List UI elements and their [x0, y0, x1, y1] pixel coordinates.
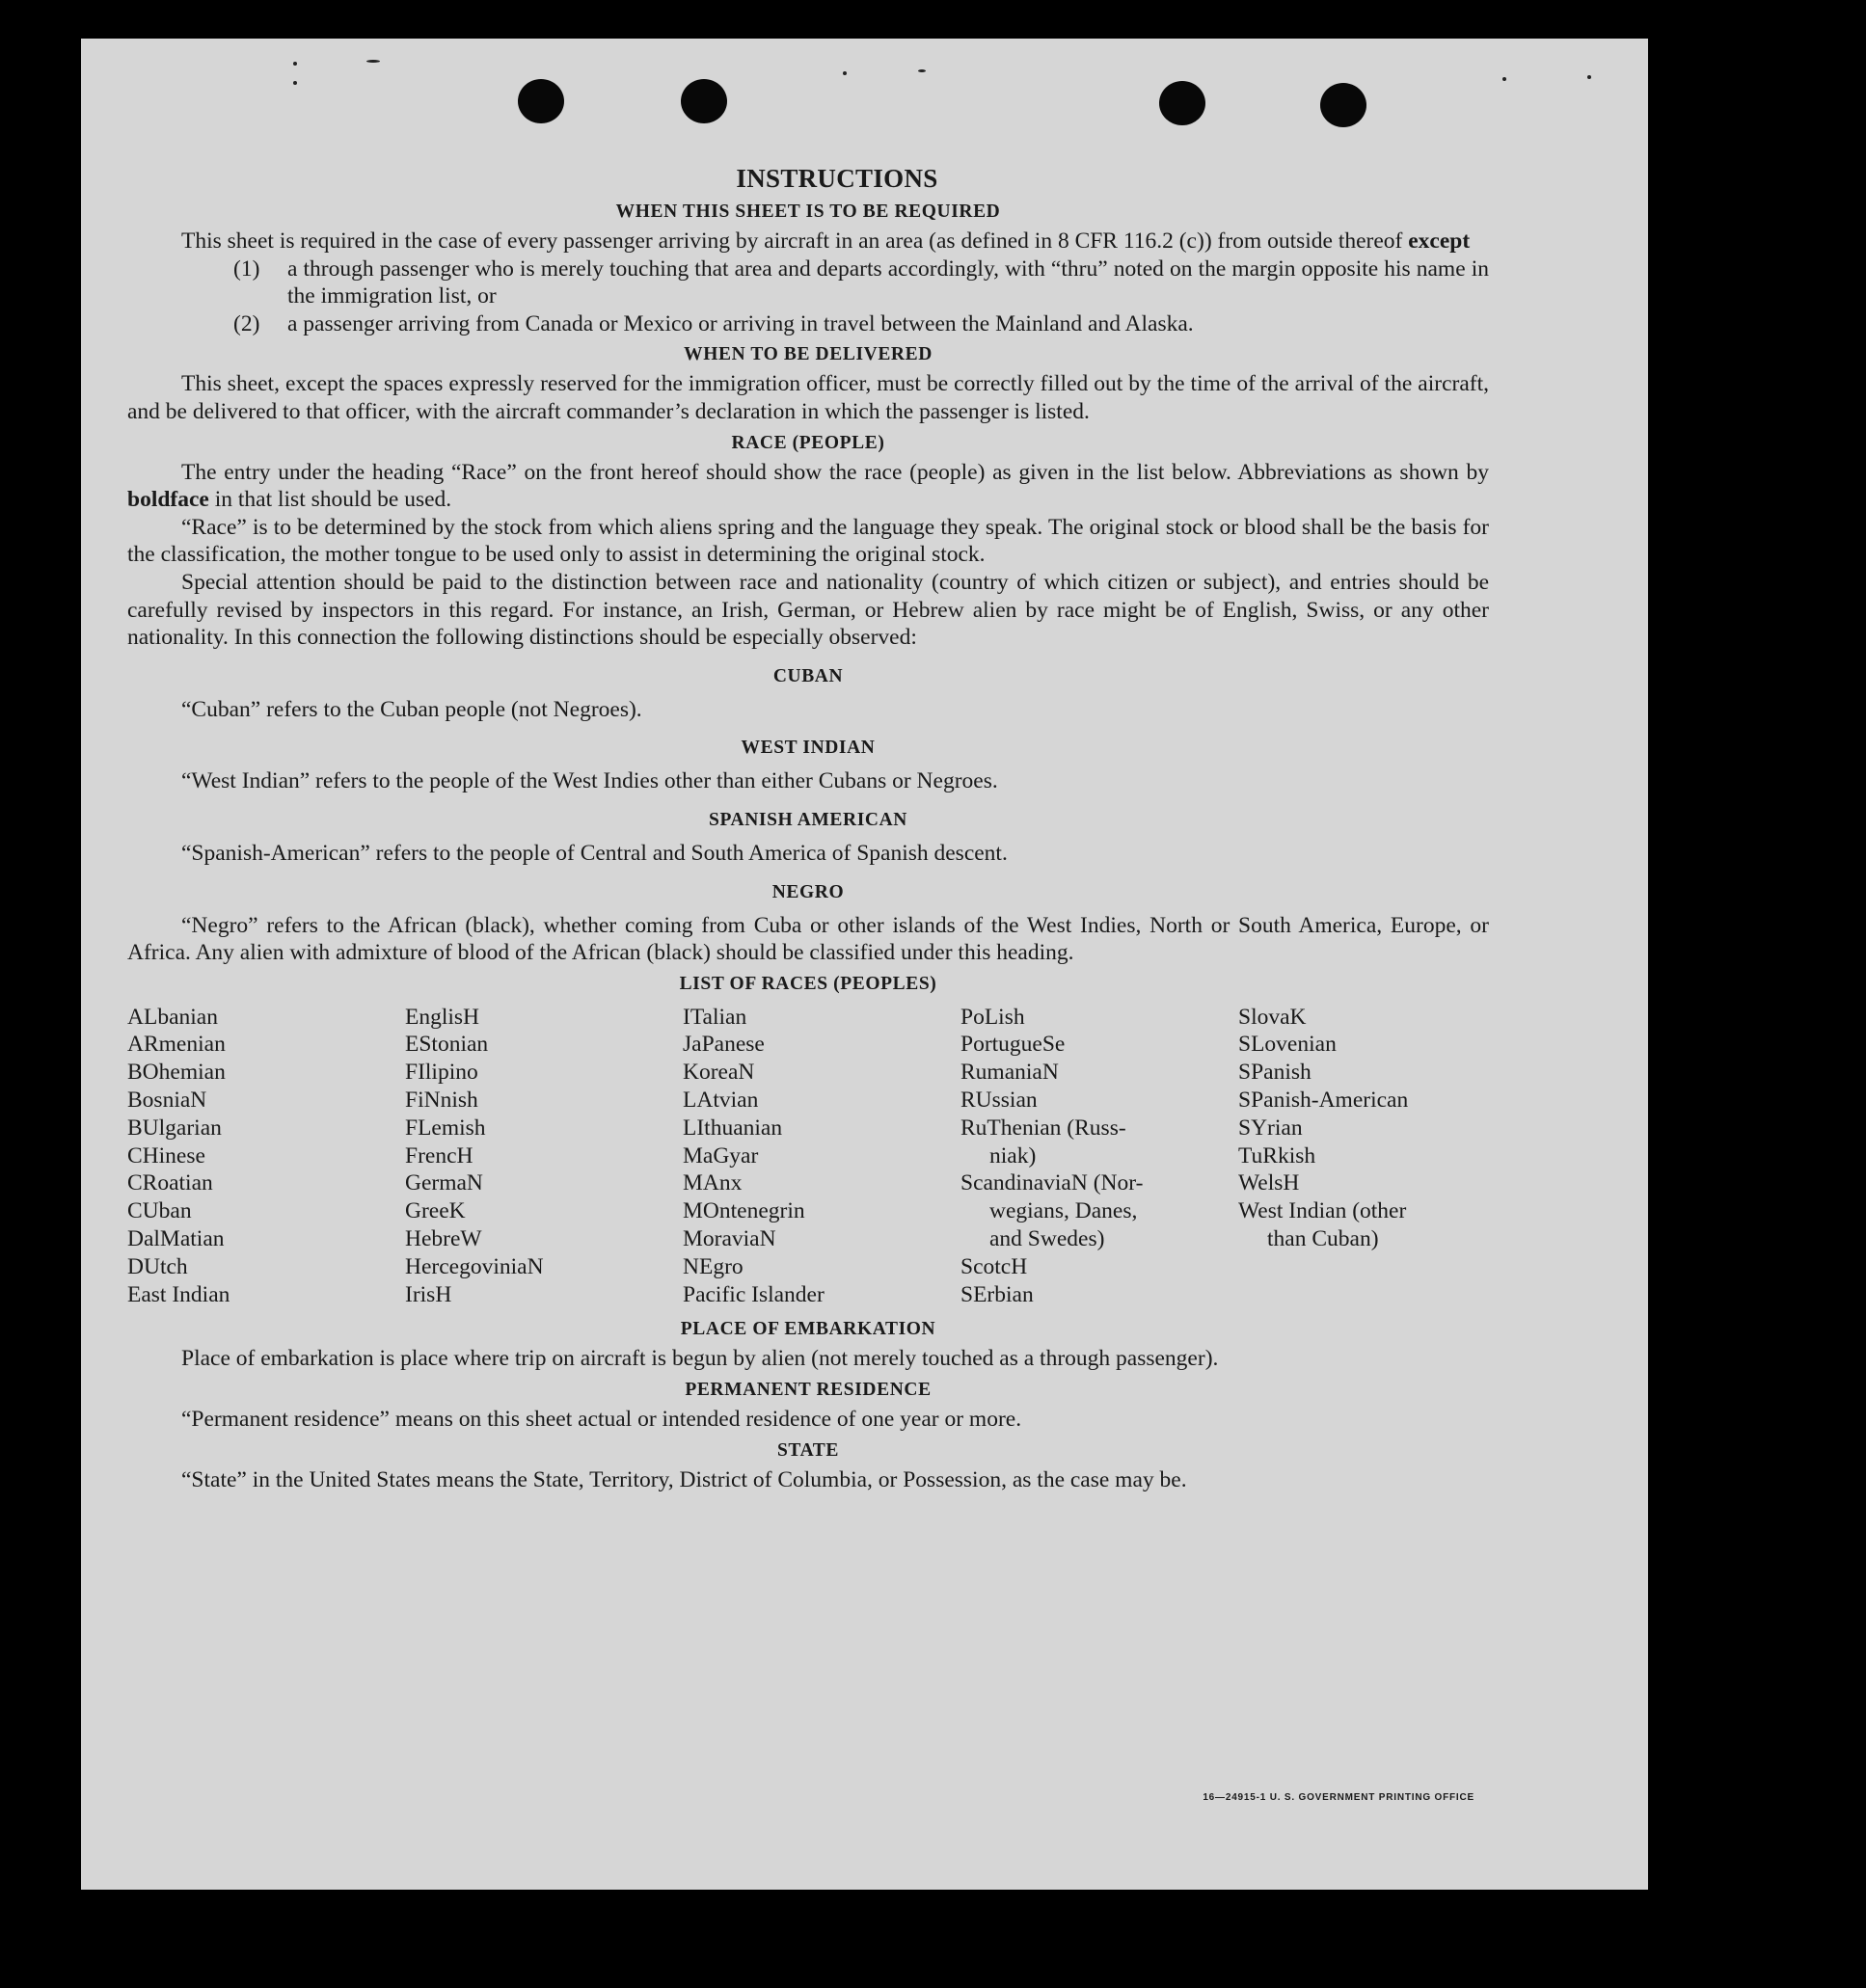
race-column: [127, 1004, 405, 1309]
paragraph: Special attention should be paid to the distinction between race and nationality (country of which citizen or subject), and entries should be carefully revised by inspectors in this regard. For instance, an Irish, German, or Hebrew alien by race might be of English, Swiss, or any other nationality. In this connection the following distinctions should be especially observed:: [127, 569, 1489, 651]
section-heading: WHEN THIS SHEET IS TO BE REQUIRED: [615, 201, 1001, 222]
punch-hole: [681, 79, 727, 123]
page-title: INSTRUCTIONS: [736, 164, 938, 193]
section-heading: STATE: [776, 1439, 840, 1461]
race-entry: SPanish-American: [1238, 1088, 1409, 1114]
race-column: [405, 1004, 683, 1309]
race-entry: ScandinaviaN (Nor- wegians, Danes, and Swedes): [960, 1170, 1144, 1252]
race-entry: SErbian: [960, 1281, 1034, 1307]
race-entry: MOntenegrin: [683, 1198, 805, 1224]
paragraph: Place of embarkation is place where trip on aircraft is begun by alien (not merely touched as a through passenger).: [181, 1346, 1219, 1372]
list-item: (2) a passenger arriving from Canada or Mexico or arriving in travel between the Mainland and Alaska.: [233, 310, 1194, 336]
section-heading: NEGRO: [771, 881, 845, 902]
race-entry: ALbanian: [127, 1004, 218, 1030]
race-entry: FIlipino: [405, 1060, 478, 1086]
punch-hole: [518, 79, 564, 123]
race-entry: MAnx: [683, 1170, 743, 1196]
dust-speck: [918, 69, 926, 72]
section-heading: WEST INDIAN: [741, 738, 876, 759]
race-entry: SLovenian: [1238, 1032, 1337, 1058]
race-entry: East Indian: [127, 1281, 230, 1307]
race-entry: CUban: [127, 1198, 192, 1224]
dust-speck: [843, 71, 847, 75]
race-entry: HercegoviniaN: [405, 1253, 544, 1279]
race-entry: West Indian (other than Cuban): [1238, 1198, 1407, 1252]
race-entry: PortugueSe: [960, 1032, 1066, 1058]
list-item: (1) a through passenger who is merely touching that area and departs accordingly, with “thru” noted on the margin opposite his name in the immigration list, or: [233, 255, 1489, 309]
race-entry: RuThenian (Russ- niak): [960, 1115, 1126, 1169]
race-entry: KoreaN: [683, 1060, 755, 1086]
race-entry: WelsH: [1238, 1170, 1300, 1196]
race-entry: GermaN: [405, 1170, 483, 1196]
race-entry: SYrian: [1238, 1115, 1303, 1141]
race-entry: BOhemian: [127, 1060, 226, 1086]
paragraph: The entry under the heading “Race” on the front hereof should show the race (people) as given in the list below. Abbreviations as shown by boldface in that list should be used.: [127, 459, 1489, 513]
race-entry: BUlgarian: [127, 1115, 222, 1141]
race-list: [127, 1004, 1489, 1309]
race-entry: TuRkish: [1238, 1142, 1316, 1169]
race-entry: RumaniaN: [960, 1060, 1059, 1086]
race-entry: DalMatian: [127, 1226, 225, 1252]
paragraph: “West Indian” refers to the people of the West Indies other than either Cubans or Negroes.: [181, 768, 998, 794]
race-entry: ARmenian: [127, 1032, 226, 1058]
race-entry: ITalian: [683, 1004, 747, 1030]
paragraph: This sheet, except the spaces expressly reserved for the immigration officer, must be correctly filled out by the time of the arrival of the aircraft, and be delivered to that officer, with the aircraft commander’s declaration in which the passenger is listed.: [127, 371, 1489, 424]
race-entry: FiNnish: [405, 1088, 478, 1114]
paragraph: This sheet is required in the case of every passenger arriving by aircraft in an area (as defined in 8 CFR 116.2 (c)) from outside thereof except: [181, 228, 1471, 254]
section-heading: PLACE OF EMBARKATION: [680, 1319, 936, 1340]
race-entry: IrisH: [405, 1281, 452, 1307]
paragraph: “Permanent residence” means on this sheet actual or intended residence of one year or more.: [181, 1407, 1022, 1433]
instructions-body: [127, 162, 1489, 1493]
paragraph: “Race” is to be determined by the stock from which aliens spring and the language they speak. The original stock or blood shall be the basis for the classification, the mother tongue to be used only to assist in determining the original stock.: [127, 514, 1489, 568]
paragraph: “Cuban” refers to the Cuban people (not Negroes).: [181, 696, 642, 722]
section-heading: PERMANENT RESIDENCE: [685, 1380, 932, 1401]
race-entry: CHinese: [127, 1142, 205, 1169]
race-entry: DUtch: [127, 1253, 188, 1279]
section-heading: CUBAN: [772, 665, 844, 686]
dust-speck: [293, 81, 297, 85]
race-column: [960, 1004, 1238, 1309]
dust-speck: [366, 60, 380, 63]
race-entry: GreeK: [405, 1198, 466, 1224]
printer-imprint: 16—24915-1 U. S. GOVERNMENT PRINTING OFFICE: [1203, 1792, 1474, 1803]
race-entry: Pacific Islander: [683, 1281, 825, 1307]
race-entry: NEgro: [683, 1253, 744, 1279]
race-entry: JaPanese: [683, 1032, 765, 1058]
punch-hole: [1159, 81, 1205, 125]
document-page: [81, 39, 1648, 1890]
section-heading: WHEN TO BE DELIVERED: [684, 344, 933, 365]
race-entry: FLemish: [405, 1115, 486, 1141]
race-entry: CRoatian: [127, 1170, 213, 1196]
race-entry: LIthuanian: [683, 1115, 783, 1141]
race-entry: MoraviaN: [683, 1226, 776, 1252]
race-entry: BosniaN: [127, 1088, 207, 1114]
race-column: [683, 1004, 960, 1309]
dust-speck: [1502, 77, 1506, 81]
race-entry: SlovaK: [1238, 1004, 1307, 1030]
dust-speck: [293, 62, 297, 66]
section-heading: LIST OF RACES (PEOPLES): [679, 973, 937, 994]
section-heading: RACE (PEOPLE): [731, 432, 885, 453]
section-heading: SPANISH AMERICAN: [709, 809, 907, 830]
dust-speck: [1587, 75, 1591, 79]
race-entry: EStonian: [405, 1032, 489, 1058]
paragraph: “State” in the United States means the State, Territory, District of Columbia, or Possession, as the case may be.: [181, 1466, 1187, 1492]
race-entry: EnglisH: [405, 1004, 480, 1030]
paragraph: “Negro” refers to the African (black), whether coming from Cuba or other islands of the West Indies, North or South America, Europe, or Africa. Any alien with admixture of blood of the African (black) should be classified under this heading.: [127, 912, 1489, 966]
race-entry: LAtvian: [683, 1088, 759, 1114]
race-entry: ScotcH: [960, 1253, 1028, 1279]
paragraph: “Spanish-American” refers to the people of Central and South America of Spanish descent.: [181, 840, 1008, 866]
race-entry: FrencH: [405, 1142, 473, 1169]
race-entry: PoLish: [960, 1004, 1025, 1030]
race-entry: SPanish: [1238, 1060, 1312, 1086]
race-entry: MaGyar: [683, 1142, 759, 1169]
race-column: [1238, 1004, 1516, 1309]
punch-hole: [1320, 83, 1366, 127]
race-entry: HebreW: [405, 1226, 482, 1252]
race-entry: RUssian: [960, 1088, 1038, 1114]
